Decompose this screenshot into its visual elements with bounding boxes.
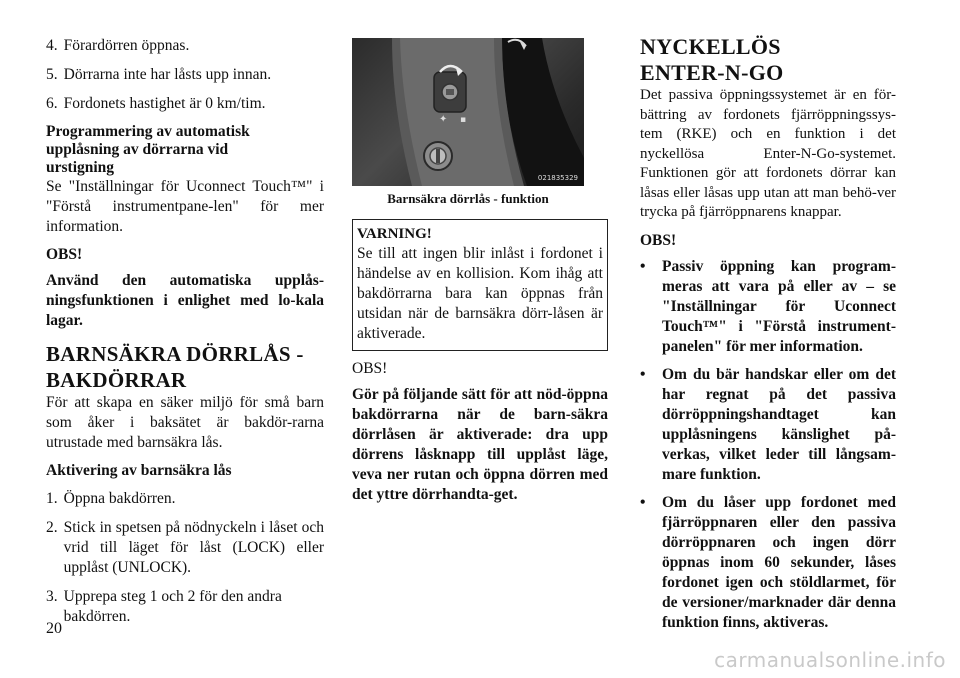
- list-item: • Om du låser upp fordonet med fjärröppnaren eller den passiva dörröppnaren och ingen dörr öppnas inom 60 sekunder, låses fordonet igen och stöldlarmet, för de versioner/marknader där denna funktion finns, aktiveras.: [640, 493, 896, 631]
- middle-column: [352, 38, 608, 505]
- obs-text: Gör på följande sätt för att nöd-öppna bakdörrarna när de barn-säkra dörrlåsen är aktiverade: dra upp dörrens låsknapp till upplåst läge, veva ner rutan och öppna dörren med det yttre dörrhandta-get.: [352, 386, 608, 503]
- section-heading: BARNSÄKRA DÖRRLÅS - BAKDÖRRAR: [46, 342, 304, 392]
- warning-box: [352, 219, 608, 351]
- obs-label: OBS!: [352, 360, 388, 377]
- list-item: 1. Öppna bakdörren.: [46, 490, 176, 507]
- list-item: 3. Upprepa steg 1 och 2 för den andra bakdörren.: [46, 588, 282, 625]
- page-number: 20: [46, 620, 62, 637]
- list-item: • Passiv öppning kan program-meras att vara på eller av – se "Inställningar för Uconnect Touch™" i "Förstå instrument-panelen" för mer information.: [640, 257, 896, 355]
- programming-heading: Programmering av automatisk upplåsning av dörrarna vid urstigning: [46, 123, 250, 176]
- svg-text:✦: ✦: [439, 114, 448, 125]
- list-item: 5. Dörrarna inte har låsts upp innan.: [46, 66, 272, 83]
- svg-text:▪: ▪: [460, 115, 467, 125]
- list-item: 2. Stick in spetsen på nödnyckeln i låset och vrid till läget för låst (LOCK) eller upplåst (UNLOCK).: [46, 519, 324, 576]
- list-item: • Om du bär handskar eller om det har regnat på det passiva dörröppningshandtaget kan upplåsningens känslighet på-verkas, vilket leder till långsam-mare funktion.: [640, 365, 896, 483]
- obs-label: OBS!: [46, 246, 83, 263]
- door-lock-illustration: [352, 38, 584, 186]
- programming-text: Se "Inställningar för Uconnect Touch™" i "Förstå instrumentpane-len" för mer information.: [46, 178, 324, 235]
- right-column: [640, 34, 896, 641]
- intro-text: Det passiva öppningssystemet är en för-bättring av fordonets fjärröppningssys-tem (RKE) och en funktion i det nyckellösa Enter-N-Go-systemet. Funktionen gör att fordonets dörrar kan låsas eller låsas upp utan att man behö-ver trycka på fjärröppnarens knappar.: [640, 87, 896, 220]
- activation-heading: Aktivering av barnsäkra lås: [46, 462, 232, 479]
- section-text: För att skapa en säker miljö för små barn som åker i baksätet är bakdör-rarna utrustade med barnsäkra lås.: [46, 394, 324, 451]
- section-heading: NYCKELLÖS ENTER-N-GO: [640, 34, 784, 85]
- obs-text: Använd den automatiska upplås-ningsfunktionen i enlighet med lo-kala lagar.: [46, 272, 324, 329]
- list-item: 6. Fordonets hastighet är 0 km/tim.: [46, 95, 266, 112]
- obs-label: OBS!: [640, 231, 677, 249]
- left-column: [46, 36, 324, 636]
- list-item: 4. Förardörren öppnas.: [46, 37, 190, 54]
- figure-caption: Barnsäkra dörrlås - funktion: [387, 191, 549, 206]
- child-lock-figure: [352, 38, 584, 186]
- warning-title: VARNING!: [357, 226, 432, 242]
- warning-text: Se till att ingen blir inlåst i fordonet i händelse av en kollision. Kom ihåg att bakdörrarna bara kan öppnas från utsidan när de barnsäkra dörr-låsen är aktiverade.: [357, 245, 603, 342]
- figure-code: 021835329: [537, 174, 578, 182]
- watermark: carmanualsonline.info: [714, 648, 946, 672]
